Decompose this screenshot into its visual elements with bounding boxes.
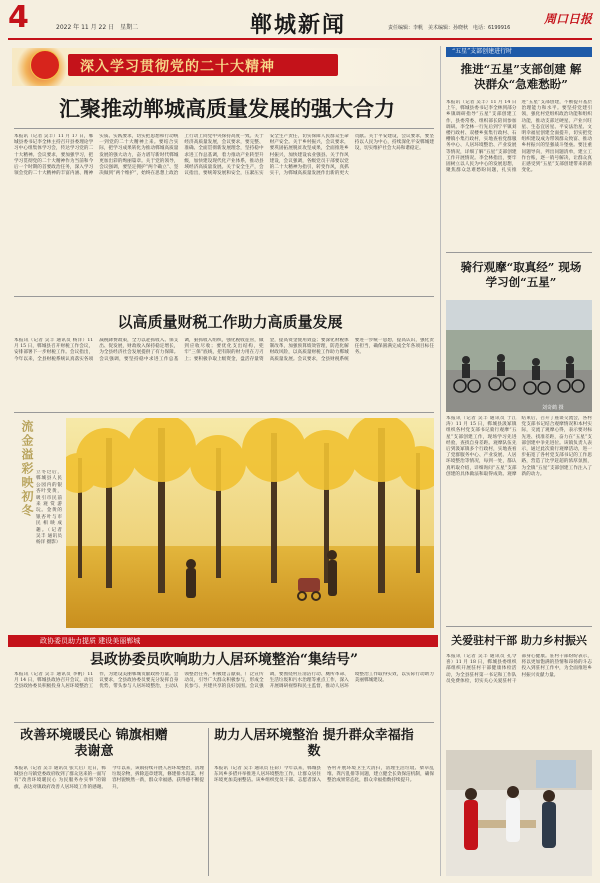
- tax-headline: 以高质量财税工作助力高质量发展: [117, 313, 343, 331]
- five-star-body: 本报讯（记者 吴丰）11 月 14 日上午，郸城县委书记李全林到部分乡镇调研指导“五星”支部创建工作，县委常委、组织部长陪同参加调研。李全林一行先后到宁平镇刘楼行政村、双楼乡张集行政村、石槽镇小集行政村，实地查看党群服务中心、人居环境整治、产业发展等情况，详细了解“五星”支部创建工作开展情况。李全林指出，要牢固树立以人民为中心的发展思想，聚焦群众急难愁盼问题，扎实推进“五星”支部创建，不断提升基层治理能力和水平。要坚持党建引领，强化村党组织政治功能和组织功能，推动支部过硬星、产业兴旺星、生态宜居星、平安法治星、文明幸福星创建全面提升，切实把党组织建设成为带领群众致富、推动乡村振兴的坚强战斗堡垒。要注重问题导向，列出问题清单，建立工作台账，逐一销号解决，让群众真正感受到“五星”支部创建带来的新变化。: [446, 100, 592, 174]
- sub2-headline: 助力人居环境整治 提升群众幸福指数: [214, 728, 414, 759]
- masthead: [0, 0, 600, 40]
- party-emblem-icon: [30, 50, 60, 80]
- banner-title: 深入学习贯彻党的二十大精神: [80, 59, 275, 75]
- sub2-body: 本报讯（记者 吴丰 通讯员 任彩）今年以来，郸城县东风乡多措并举推进人居环境整治工作，让群众居住环境更加美丽整洁。该乡组织党员干部、志愿者深入各村开展环境卫生大清扫，清理生活垃圾、柴草乱堆、粪污乱排等问题，建立健全长效保洁机制，确保整治成果常态化，群众幸福指数持续提升。: [214, 766, 434, 784]
- cadres-headline: 关爱驻村干部 助力乡村振兴: [451, 634, 587, 647]
- page-number: 4: [8, 0, 29, 35]
- zhengxie-headline: 县政协委员吹响助力人居环境整治“集结号”: [89, 652, 359, 668]
- cadres-body: 本报讯（记者 吴丰 通讯员 孔令喜）11 月 18 日，郸城县委组织部组织开展驻村干部健康体检活动，为全县驻村第一书记和工作队员免费体检，切实关心关爱驻村干部身心健康。驻村干部纷纷表示，将以更加饱满的热情和昂扬的斗志投入到驻村工作中，为全面推进乡村振兴贡献力量。: [446, 654, 592, 684]
- column-tag: “五星”支部创建进行时: [452, 48, 513, 55]
- lead-body: [14, 134, 434, 292]
- sub1-headline: [14, 728, 174, 760]
- zhengxie-tag: 政协委员助力提质 建设美丽郸城: [40, 637, 141, 645]
- lead-headline: 汇聚推动郸城高质量发展的强大合力: [59, 96, 395, 121]
- editor-credits: 责任编辑：李帆 美术编辑：孙晓秋 电话：6199916: [388, 25, 511, 31]
- bike-rule: [446, 626, 592, 627]
- lead-byline: 本报讯（记者 吴丰）11 月 17 日，郸城县委书记李全林主持召开县委理论学习中心组集体学习会，传达学习党的二十大精神。: [14, 134, 94, 158]
- photo1-caption-text: 立冬过后，郸城县人民公园内的银杏叶变黄，吸引市民前来观赏游玩。金黄的银杏叶与市民相映成趣。: [36, 470, 62, 533]
- lead-bottom-rule: [14, 296, 434, 297]
- zhengxie-rule: [14, 722, 434, 723]
- health-check-photo: [446, 750, 592, 876]
- bike-body: 本报讯（记者 吴丰 通讯员 于江涛）11 月 15 日，郸城县汲冢镇组织各村党支部书记骑行观摩“五星”支部创建工作，现场学习先进经验，查找自身差距。观摩队伍先后到汲冢镇多个行政村，实地查看了党群服务中心、产业发展、人居环境整治等情况，每到一处，都认真听取介绍，详细询问“五星”支部创建的具体做法和取得成效。观摩结束后，召开了座谈交流会，各村党支部书记结合观摩情况和本村实际，交流了观摩心得，表示要对标先进、找准差距，奋力在“五星”支部创建中争先进位。该镇负责人表示，通过此次骑行观摩活动，进一步拓宽了各村党支部书记的工作思路，营造了比学赶超的浓厚氛围，为全镇“五星”支部创建工作注入了新的动力。: [446, 416, 592, 477]
- five-star-rule: [446, 252, 592, 253]
- photo1-caption: [36, 470, 62, 610]
- cycling-photo: [446, 300, 592, 412]
- photo1-vertical-title: 流金溢彩映初冬: [20, 420, 34, 518]
- sub1-body: 本报讯（记者 吴丰 通讯员 张天启）近日，郸城县白马镇党委政府收到了群众送来的一面写有“改善环境暖民心 为民服务办实事”的锦旗，表达对镇政府改善人居环境工作的感谢。今年以来，该镇持续开展人居环境整治，清理垃圾杂物，拆除违章建筑，修建排水沟渠，村容村貌焕然一新，群众幸福感、获得感不断提升。: [14, 766, 204, 790]
- paper-logo: 周口日报: [544, 12, 593, 26]
- tax-bottom-rule: [14, 412, 434, 413]
- bike-headline: 骑行观摩“取真经” 现场学习创“五星”: [460, 260, 582, 289]
- zhengxie-body: 本报讯（记者 吴丰 通讯员 李帆）11 月 14 日，郸城县政协召开会议，动员全县政协委员积极投身人居环境整治工作，为建设美丽郸城贡献政协力量。会议要求，全县政协委员要充分发挥自身优势，带头参与人居环境整治，主动认领整治任务，积极建言献策，广泛宣传动员，引导广大群众积极参与，形成全民参与、共建共享的良好氛围。会议强调，要围绕村庄清洁行动、厕所革命、生活垃圾和污水治理等重点工作，深入开展调研视察和民主监督，推动人居环境整治工作取得实效，以实际行动助力美丽郸城建设。: [14, 672, 434, 690]
- cycling-photo-credit: 刘奇鹤 摄: [542, 405, 564, 411]
- section-title: 郸城新闻: [250, 12, 347, 38]
- masthead-rule: [8, 38, 592, 40]
- photo1-credit: （记者 吴丰 通讯员 杨洋 摄影）: [36, 527, 62, 546]
- issue-date: 2022 年 11 月 22 日 星期二: [56, 24, 139, 31]
- ginkgo-park-photo: [66, 418, 434, 628]
- lead-text: 会议要求，要加强学习，把学习贯彻党的二十大精神作为当前和今后一个时期的首要政治任务，深入学习领会党的二十大精神的丰富内涵、精神实质、实践要求，切实把思想和行动统一到党的二十大精神上来。要结合实际，把学习成果转化为推动郸城高质量发展的强大动力，奋力谱写新时代郸城更加出彩的绚丽篇章。关于党的领导，会议强调，要坚定拥护“两个确立”、坚决做到“两个维护”，始终在思想上政治上行动上同党中央保持高度一致。关于经济高质量发展，会议要求，要完整、准确、全面贯彻新发展理念，坚持稳中求进工作总基调，着力推动产业转型升级，加快建设现代化产业体系，推动县域经济高质量发展。关于安全生产，会议指出，要统筹发展和安全，压紧压实安全生产责任，切实保障人民群众生命财产安全。关于乡村振兴，会议要求，要巩固拓展脱贫攻坚成果，全面推进乡村振兴，加快建设农业强县。关于作风建设，会议强调，各级党员干部要以党的二十大精神为指引，转变作风，真抓实干，为郸城高质量发展作出新的更大贡献。关于平安建设，会议要求，要坚持以人民为中心，持续深化平安郸城建设，切实维护社会大局和谐稳定。: [14, 134, 434, 177]
- sub1-headline-text: 改善环境暖民心 锦旗相赠表谢意: [20, 728, 168, 759]
- sub-divider: [208, 728, 209, 876]
- tax-body: 本报讯（记者 吴丰 通讯员 杨洋）11 月 15 日，郸城县召开财税工作会议，安排部署下一步财税工作。会议指出，今年以来，全县财税系统认真落实各项减税降费政策，全力以赴抓收入、保支出、促发展，财政收入保持稳定增长，为全县经济社会发展提供了有力保障。会议强调，要坚持稳中求进工作总基调，狠抓收入组织，强化税收征管，做到应收尽收；要优化支出结构，兜牢“三保”底线，把有限的财力用在刀刃上；要积极争取上级资金，盘活存量资金，提高资金使用效益；要深化财税体制改革，加强预算绩效管理，防范化解财政风险，以高质量财税工作助力郸城高质量发展。会议要求，全县财税系统要进一步统一思想，提高认识，强化责任担当，确保圆满完成全年各项目标任务。: [14, 338, 434, 362]
- right-column-divider: [440, 46, 441, 876]
- lead-headline-rule: [14, 128, 434, 129]
- five-star-headline: 推进“五星”支部创建 解决群众“急难愁盼”: [460, 62, 582, 91]
